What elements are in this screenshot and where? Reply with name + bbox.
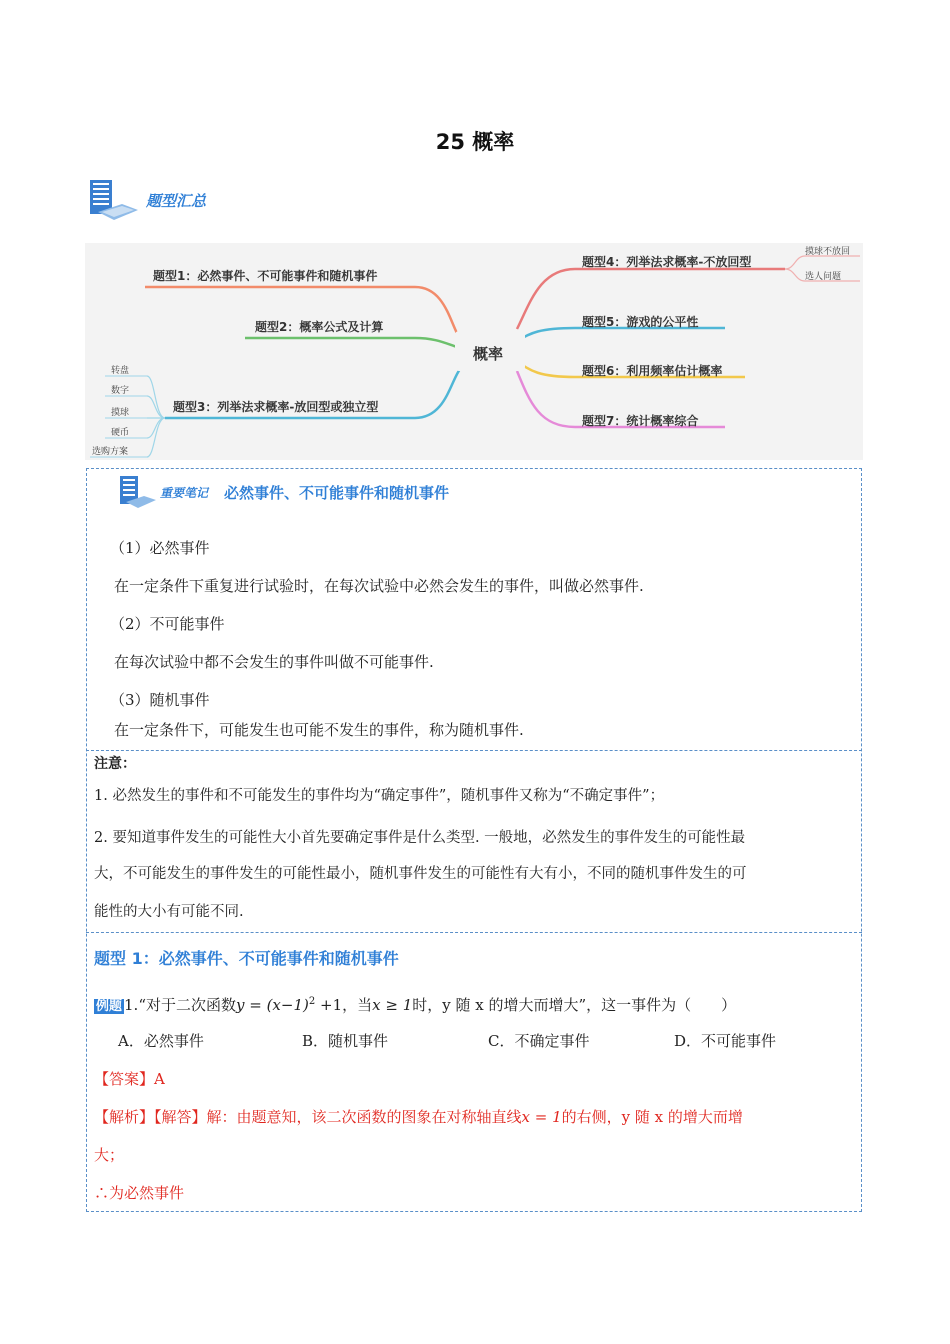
attention-line: 1. 必然发生的事件和不可能发生的事件均为“确定事件”，随机事件又称为“不确定事件”； <box>94 788 665 804</box>
section-label: 题型汇总 <box>146 191 207 210</box>
option-d: D．不可能事件 <box>674 1032 777 1050</box>
attention-line: 2. 要知道事件发生的可能性大小首先要确定事件是什么类型. 一般地，必然发生的事件发生的可能性最 <box>94 830 746 846</box>
mind-map <box>85 243 863 460</box>
note-label: 重要笔记 <box>160 485 209 500</box>
option-c: C．不确定事件 <box>488 1032 590 1050</box>
answer: 【答案】A <box>94 1070 165 1088</box>
mind-map-subtopic: 选人问题 <box>805 272 842 282</box>
quadratic-formula: y = (x−1) <box>236 996 309 1014</box>
example-question: 例题 1.“对于二次函数$y = (x-1)^2 +1$，当x ≥ 1时，y 随 x 的增大而增大”，这一事件为（ ） <box>96 996 737 1014</box>
mind-map-subtopic: 摸球不放回 <box>805 247 851 257</box>
type1-heading: 题型 1：必然事件、不可能事件和随机事件 <box>94 949 399 968</box>
example-tag: 例题 <box>96 999 123 1014</box>
note-item-body: 在每次试验中都不会发生的事件叫做不可能事件. <box>114 653 434 671</box>
mind-map-subtopic: 选购方案 <box>92 447 129 457</box>
mind-map-center: 概率 <box>473 345 504 363</box>
mind-map-topic-4: 题型4：列举法求概率-不放回型 <box>582 255 752 269</box>
divider <box>86 932 862 933</box>
analysis: 【解析】【解答】解：由题意知，该二次函数的图象在对称轴直线x = 1的右侧，y 随 x 的增大而增 <box>94 1108 743 1126</box>
note-item-body: 在一定条件下重复进行试验时，在每次试验中必然会发生的事件，叫做必然事件. <box>114 577 644 595</box>
mind-map-topic-1: 题型1：必然事件、不可能事件和随机事件 <box>153 269 378 283</box>
note-item-body: 在一定条件下，可能发生也可能不发生的事件，称为随机事件. <box>114 721 524 739</box>
mind-map-topic-2: 题型2：概率公式及计算 <box>255 320 384 334</box>
note-item-head: （2）不可能事件 <box>110 615 225 633</box>
book-stack-icon <box>88 178 140 222</box>
attention-line: 能性的大小有可能不同. <box>94 904 244 920</box>
mind-map-subtopic: 数字 <box>111 386 130 396</box>
mind-map-subtopic: 硬币 <box>111 428 130 438</box>
book-stack-icon <box>118 474 158 510</box>
attention-head: 注意： <box>94 756 136 772</box>
mind-map-subtopic: 转盘 <box>111 366 130 376</box>
mind-map-topic-3: 题型3：列举法求概率-放回型或独立型 <box>173 400 379 414</box>
option-b: B．随机事件 <box>302 1032 389 1050</box>
analysis-cont: 大； <box>94 1146 125 1164</box>
section-header <box>88 178 206 222</box>
mind-map-topic-5: 题型5：游戏的公平性 <box>582 315 699 329</box>
note-item-head: （3）随机事件 <box>110 691 210 709</box>
attention-line: 大，不可能发生的事件发生的可能性最小，随机事件发生的可能性有大有小，不同的随机事件发生的可 <box>94 866 747 882</box>
option-a: A．必然事件 <box>118 1032 204 1050</box>
note-title: 必然事件、不可能事件和随机事件 <box>224 483 450 502</box>
mind-map-topic-6: 题型6：利用频率估计概率 <box>582 364 723 378</box>
divider <box>86 750 862 751</box>
note-header <box>118 474 449 510</box>
page-title: 25 概率 <box>435 130 515 154</box>
mind-map-subtopic: 摸球 <box>111 408 130 418</box>
note-item-head: （1）必然事件 <box>110 539 210 557</box>
mind-map-topic-7: 题型7：统计概率综合 <box>582 414 699 428</box>
conclusion: ∴为必然事件 <box>94 1184 185 1202</box>
